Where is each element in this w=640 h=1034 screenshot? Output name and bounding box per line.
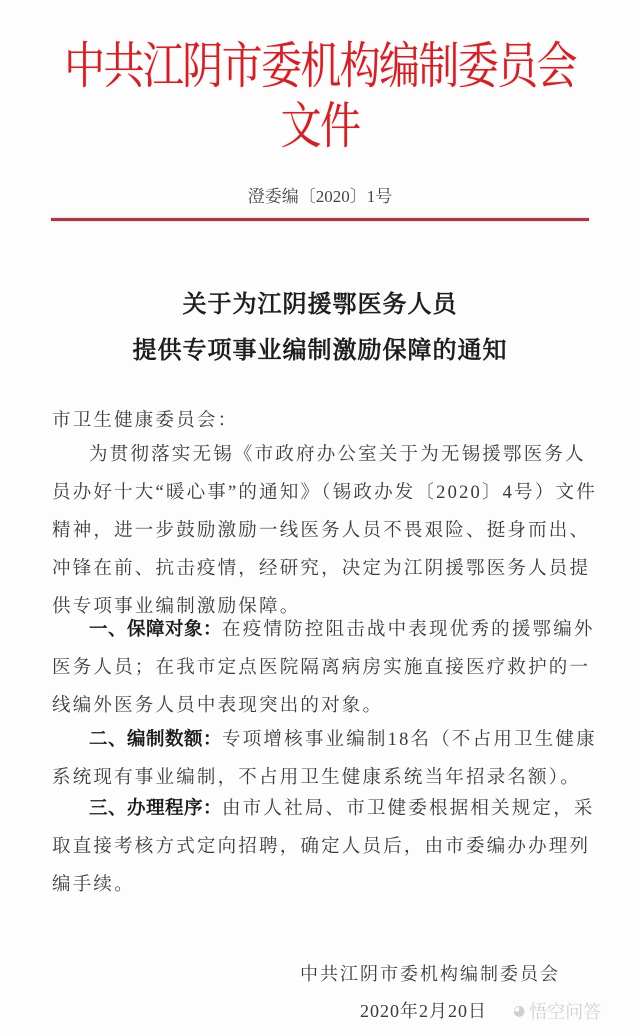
section-2 (52, 720, 604, 797)
chat-bubble-icon: ◕ (513, 1003, 526, 1019)
document-title-line-2: 提供专项事业编制激励保障的通知 (132, 338, 508, 364)
intro-paragraph: 为贯彻落实无锡《市政府办公室关于为无锡援鄂医务人员办好十大“暖心事”的通知》（锡政办发〔2020〕4号）文件精神，进一步鼓励激励一线医务人员不畏艰险、挺身而出、冲锋在前、抗击疫情，经研究，决定为江阴援鄂医务人员提供专项事业编制激励保障。 (52, 445, 597, 617)
section-1 (52, 610, 604, 725)
section-2-text: 专项增核事业编制18名（不占用卫生健康系统现有事业编制，不占用卫生健康系统当年招录名额）。 (52, 730, 597, 788)
issuer-header: 中共江阴市委机构编制委员会文件 (64, 38, 576, 154)
section-3-heading: 三、办理程序： (89, 797, 223, 818)
watermark (513, 998, 601, 1024)
document-number: 澄委编〔2020〕1号 (247, 187, 393, 206)
issue-date: 2020年2月20日 (360, 1001, 487, 1021)
red-divider (51, 218, 589, 221)
document-title-line-1: 关于为江阴援鄂医务人员 (182, 292, 458, 318)
section-2-heading: 二、编制数额： (89, 728, 223, 749)
section-1-text: 在疫情防控阻击战中表现优秀的援鄂编外医务人员；在我市定点医院隔离病房实施直接医疗救护的一线编外医务人员中表现突出的对象。 (52, 620, 595, 716)
section-1-heading: 一、保障对象： (89, 618, 223, 639)
section-3-text: 由市人社局、市卫健委根据相关规定，采取直接考核方式定向招聘，确定人员后，由市委编办办理列编手续。 (52, 799, 595, 895)
section-3 (52, 789, 604, 904)
signature: 中共江阴市委机构编制委员会 (300, 964, 560, 984)
watermark-text: 悟空问答 (529, 1002, 602, 1023)
addressee: 市卫生健康委员会： (52, 411, 239, 431)
